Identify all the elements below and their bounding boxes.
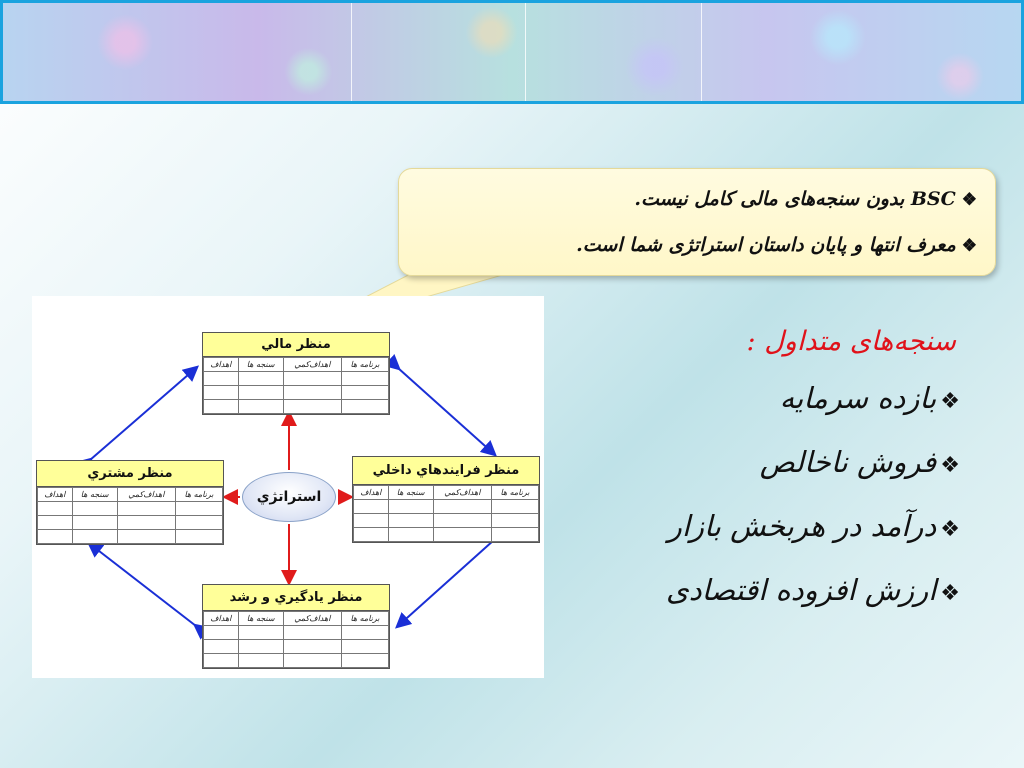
header-cell: سنجه ها	[72, 488, 117, 502]
banner-divider	[701, 3, 702, 101]
header-cell: سنجه ها	[388, 486, 433, 500]
callout-line-2	[417, 225, 977, 271]
arrow-internal-learning	[398, 540, 494, 626]
arrow-learning-customer	[90, 544, 196, 626]
perspective-table	[37, 487, 223, 544]
perspective-table	[203, 357, 389, 414]
callout-line-1	[417, 179, 977, 225]
perspective-title: منظر يادگيري و رشد	[203, 585, 389, 611]
measure-item	[560, 430, 1000, 494]
measure-item	[560, 366, 1000, 430]
customer-perspective	[36, 460, 224, 545]
arrow-customer-financial	[90, 368, 196, 460]
diamond-bullet-icon: ❖	[940, 389, 960, 414]
measures-heading: سنجه‌های متداول :	[746, 326, 956, 357]
measure-label: بازده سرمایه	[779, 381, 937, 415]
arrow-financial-internal	[398, 368, 494, 454]
perspective-table	[353, 485, 539, 542]
header-cell: برنامه ها	[341, 612, 388, 626]
callout-text-2: معرف انتها و پایان داستان استراتژی شما است.	[576, 234, 956, 256]
financial-perspective	[202, 332, 390, 415]
header-cell: سنجه ها	[238, 612, 283, 626]
banner-divider	[351, 3, 352, 101]
measure-item	[560, 558, 1000, 622]
header-cell: سنجه ها	[238, 358, 283, 372]
header-cell: اهداف‌كمي	[117, 488, 175, 502]
measure-label: درآمد در هربخش بازار	[667, 509, 937, 543]
header-cell: برنامه ها	[175, 488, 222, 502]
header-cell: اهداف	[38, 488, 73, 502]
measure-label: فروش ناخالص	[759, 445, 937, 479]
header-cell: اهداف	[204, 358, 239, 372]
perspective-title: منظر مالي	[203, 333, 389, 357]
perspective-title: منظر مشتري	[37, 461, 223, 487]
diamond-bullet-icon: ❖	[940, 453, 960, 478]
header-cell: برنامه ها	[491, 486, 538, 500]
callout-text-1: BSC بدون سنجه‌های مالی کامل نیست.	[634, 188, 956, 210]
banner-divider	[525, 3, 526, 101]
learning-growth-perspective	[202, 584, 390, 669]
header-cell: اهداف	[354, 486, 389, 500]
diamond-bullet-icon: ❖	[940, 581, 960, 606]
perspective-title: منظر فرايندهاي داخلي	[353, 457, 539, 485]
header-cell: اهداف	[204, 612, 239, 626]
diamond-bullet-icon: ❖	[961, 190, 977, 210]
header-cell: برنامه ها	[341, 358, 388, 372]
diamond-bullet-icon: ❖	[940, 517, 960, 542]
header-cell: اهداف‌كمي	[283, 612, 341, 626]
perspective-table	[203, 611, 389, 668]
callout-box	[398, 168, 996, 276]
internal-process-perspective	[352, 456, 540, 543]
header-cell: اهداف‌كمي	[433, 486, 491, 500]
measure-item	[560, 494, 1000, 558]
strategy-ellipse: استراتژي	[242, 472, 336, 522]
measure-label: ارزش افزوده اقتصادی	[666, 573, 937, 607]
header-banner	[0, 0, 1024, 104]
diamond-bullet-icon: ❖	[961, 236, 977, 256]
header-cell: اهداف‌كمي	[283, 358, 341, 372]
bsc-diagram	[32, 296, 544, 678]
common-measures-list	[560, 318, 1000, 622]
